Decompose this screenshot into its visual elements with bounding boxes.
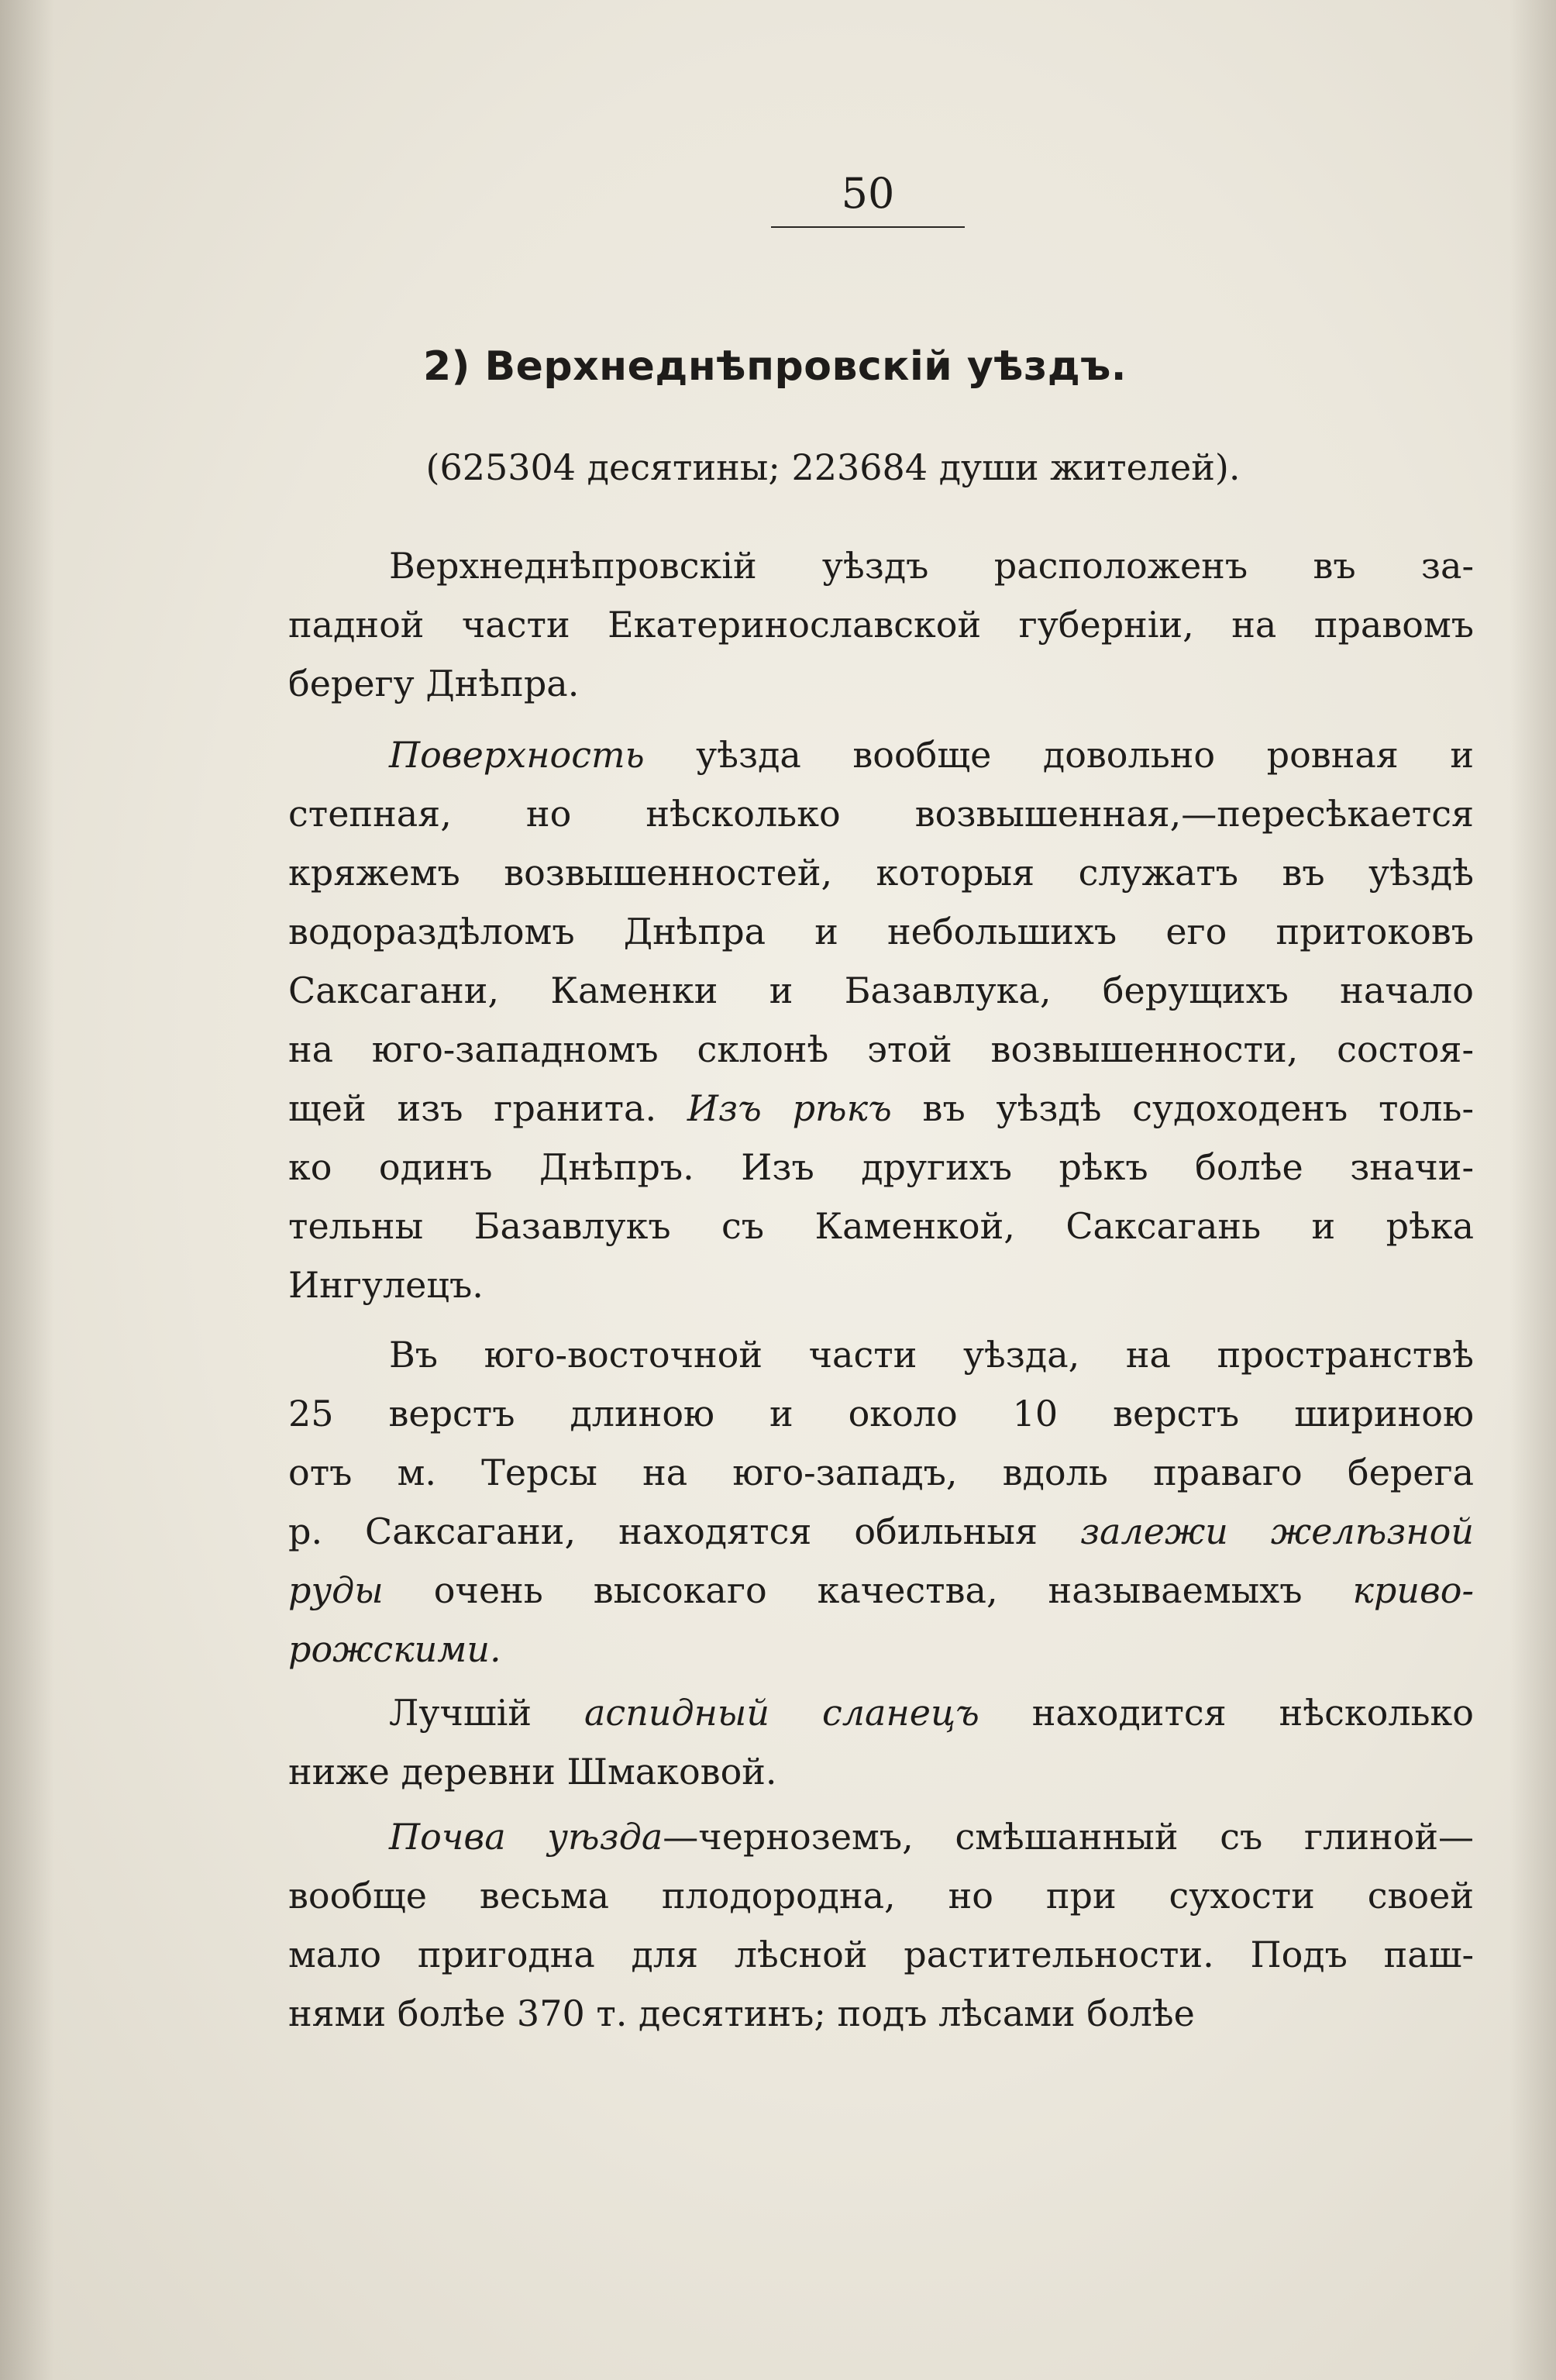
text-run: Саксагани, Каменки и Базавлука, берущихъ начало xyxy=(288,970,1474,1011)
text-line xyxy=(288,784,1474,843)
paragraph xyxy=(288,536,1474,713)
text-line xyxy=(288,725,1474,784)
text-run: Верхнеднѣпровскій уѣздъ расположенъ въ за- xyxy=(389,545,1474,587)
paragraph xyxy=(288,1807,1474,2043)
text-line xyxy=(288,1742,1474,1801)
text-run: кряжемъ возвышенностей, которыя служатъ въ уѣздѣ xyxy=(288,852,1474,894)
italic-term: Почва уѣзда xyxy=(389,1816,663,1858)
text-line xyxy=(288,1138,1474,1197)
text-run: тельны Базавлукъ съ Каменкой, Саксагань и рѣка xyxy=(288,1205,1474,1247)
text-run: Ингулецъ. xyxy=(288,1264,484,1306)
text-line xyxy=(288,1079,1474,1138)
text-run: ниже деревни Шмаковой. xyxy=(288,1751,777,1793)
text-line xyxy=(288,1925,1474,1984)
text-run: нями болѣе 370 т. десятинъ; подъ лѣсами болѣе xyxy=(288,1993,1195,2034)
text-line xyxy=(288,1197,1474,1255)
text-line xyxy=(288,961,1474,1020)
text-line xyxy=(288,1683,1474,1742)
italic-term: Поверхность xyxy=(389,734,645,776)
page-number: 50 xyxy=(841,169,895,218)
text-run: въ уѣздѣ судоходенъ толь- xyxy=(891,1087,1474,1129)
text-run: ко одинъ Днѣпръ. Изъ другихъ рѣкъ болѣе значи- xyxy=(288,1146,1474,1188)
text-run: —черноземъ, смѣшанный съ глиной— xyxy=(663,1816,1474,1858)
text-run: находится нѣсколько xyxy=(979,1692,1474,1734)
text-line xyxy=(288,1020,1474,1079)
text-run: вообще весьма плодородна, но при сухости своей xyxy=(288,1875,1474,1917)
text-line xyxy=(288,1255,1474,1314)
text-run: степная, но нѣсколько возвышенная,—пересѣкается xyxy=(288,793,1474,835)
text-line xyxy=(288,1561,1474,1620)
text-run: Лучшій xyxy=(389,1692,584,1734)
text-run: очень высокаго качества, называемыхъ xyxy=(383,1569,1353,1611)
text-run: Въ юго-восточной части уѣзда, на пространствѣ xyxy=(389,1334,1474,1376)
text-line xyxy=(288,1443,1474,1502)
text-line xyxy=(288,1384,1474,1443)
text-line xyxy=(288,902,1474,961)
text-line xyxy=(288,1866,1474,1925)
italic-term: криво- xyxy=(1352,1569,1474,1611)
text-line xyxy=(288,536,1474,595)
text-run: на юго-западномъ склонѣ этой возвышенности, состоя- xyxy=(288,1028,1474,1070)
text-line xyxy=(288,1502,1474,1561)
text-line xyxy=(288,595,1474,654)
section-subheading: (625304 десятины; 223684 души жителей). xyxy=(425,446,1241,488)
page-number-rule xyxy=(771,226,965,228)
paragraph xyxy=(288,1683,1474,1801)
italic-term: аспидный сланецъ xyxy=(584,1692,979,1734)
text-run: мало пригодна для лѣсной растительности. Подъ паш- xyxy=(288,1934,1474,1975)
text-line xyxy=(288,654,1474,713)
section-heading: 2) Верхнеднѣпровскій уѣздъ. xyxy=(422,343,1127,390)
page-right-shadow xyxy=(1510,0,1556,2380)
text-line xyxy=(288,1807,1474,1866)
italic-term: залежи желѣзной xyxy=(1079,1510,1474,1552)
page-edge-shadow xyxy=(0,0,54,2380)
text-run: р. Саксагани, находятся обильныя xyxy=(288,1510,1080,1552)
text-line xyxy=(288,1984,1474,2043)
text-run: уѣзда вообще довольно ровная и xyxy=(644,734,1474,776)
text-run: 25 верстъ длиною и около 10 верстъ шириною xyxy=(288,1393,1474,1435)
italic-term: Изъ рѣкъ xyxy=(687,1087,892,1129)
italic-term: руды xyxy=(288,1569,384,1611)
text-run: водораздѣломъ Днѣпра и небольшихъ его притоковъ xyxy=(288,911,1474,952)
paragraph xyxy=(288,725,1474,1314)
text-run: отъ м. Терсы на юго-западъ, вдоль праваго берега xyxy=(288,1452,1474,1493)
text-line xyxy=(288,843,1474,902)
italic-term: рожскими. xyxy=(288,1628,501,1670)
text-line xyxy=(288,1325,1474,1384)
text-run: берегу Днѣпра. xyxy=(288,663,580,704)
text-run: щей изъ гранита. xyxy=(288,1087,687,1129)
paragraph xyxy=(288,1325,1474,1679)
text-line xyxy=(288,1620,1474,1679)
text-run: падной части Екатеринославской губерніи, на правомъ xyxy=(288,604,1474,646)
